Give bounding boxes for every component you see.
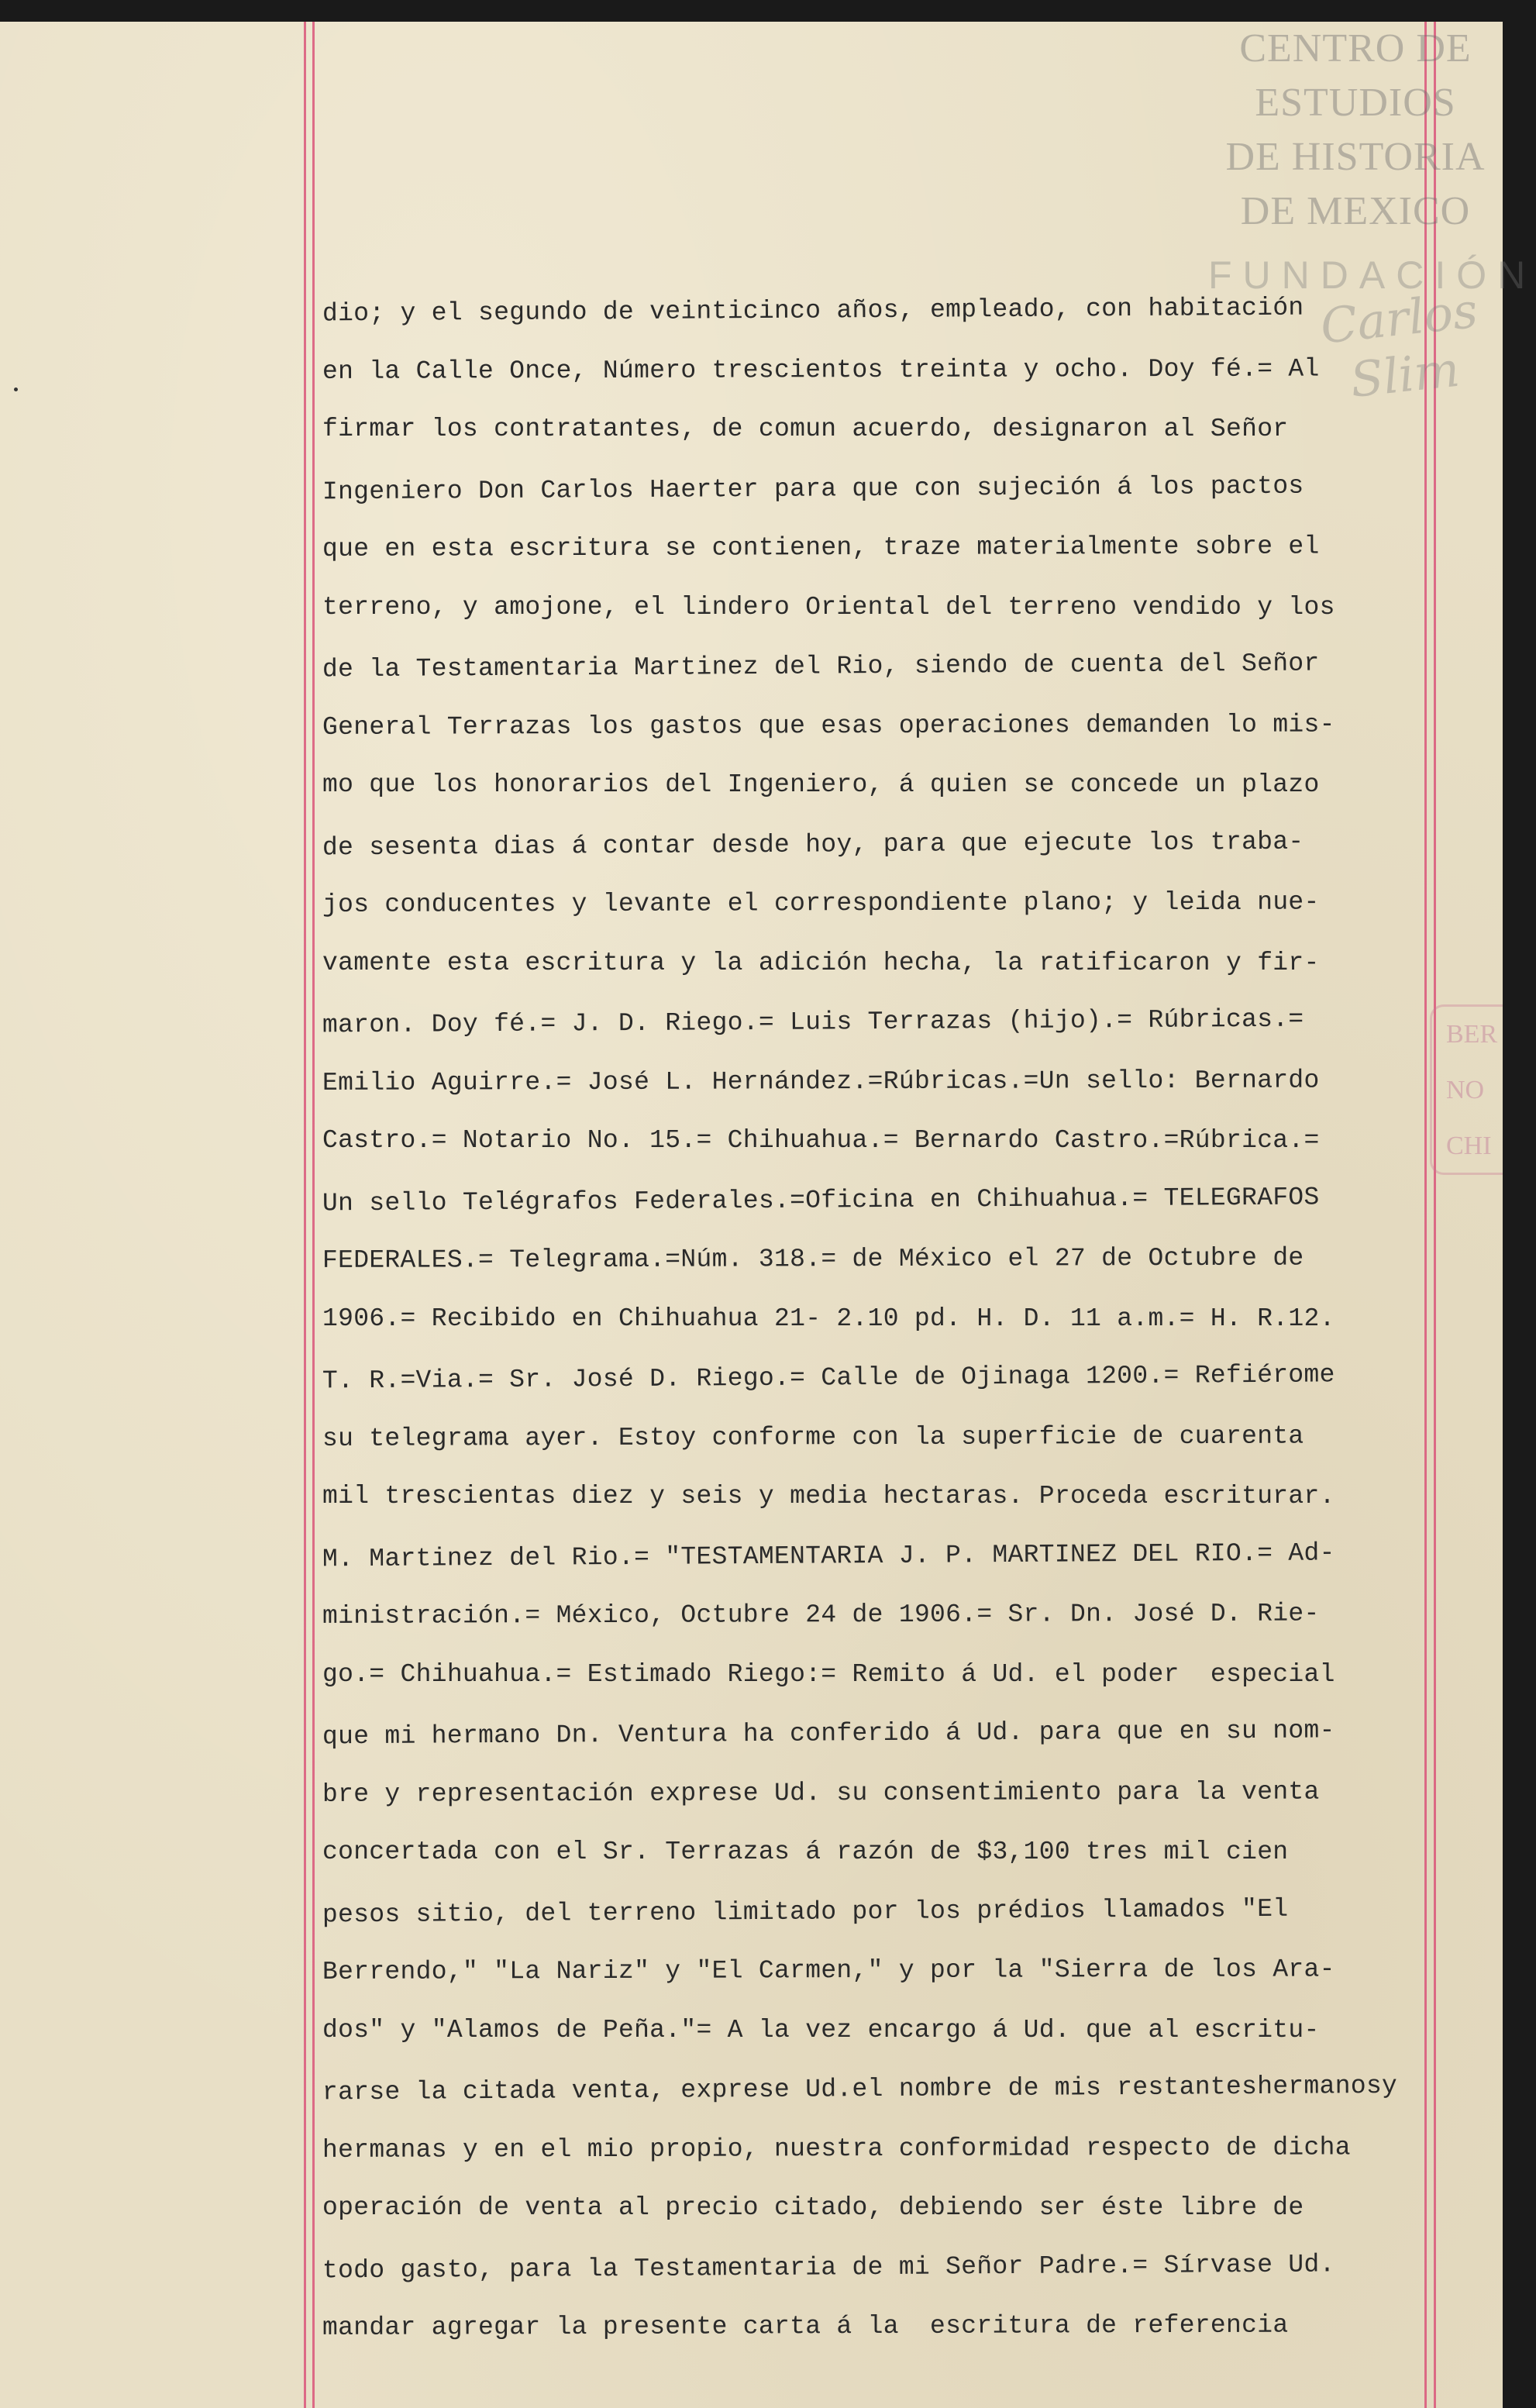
text-line: en la Calle Once, Número trescientos treinta y ocho. Doy fé.= Al bbox=[322, 354, 1320, 386]
text-line: mil trescientas diez y seis y media hectaras. Proceda escriturar. bbox=[322, 1482, 1335, 1511]
text-line: 1906.= Recibido en Chihuahua 21- 2.10 pd. H. D. 11 a.m.= H. R.12. bbox=[322, 1304, 1335, 1333]
text-line: vamente esta escritura y la adición hecha, la ratificaron y fir- bbox=[322, 948, 1320, 977]
document-text bbox=[322, 281, 1438, 2357]
watermark-line: CENTRO DE bbox=[1239, 26, 1472, 71]
text-line: bre y representación exprese Ud. su consentimiento para la venta bbox=[322, 1777, 1320, 1809]
text-line: su telegrama ayer. Estoy conforme con la superficie de cuarenta bbox=[322, 1421, 1304, 1453]
text-line: mandar agregar la presente carta á la escritura de referencia bbox=[322, 2310, 1289, 2342]
stamp-line: CHI bbox=[1446, 1132, 1492, 1160]
stamp-line: NO bbox=[1446, 1076, 1485, 1104]
text-line: Un sello Telégrafos Federales.=Oficina en Chihuahua.= TELEGRAFOS bbox=[322, 1183, 1320, 1218]
watermark-line: DE MEXICO bbox=[1240, 189, 1471, 233]
text-line: maron. Doy fé.= J. D. Riego.= Luis Terrazas (hijo).= Rúbricas.= bbox=[322, 1004, 1304, 1040]
text-line: que mi hermano Dn. Ventura ha conferido á Ud. para que en su nom- bbox=[322, 1716, 1335, 1752]
watermark-line: DE HISTORIA bbox=[1225, 135, 1486, 179]
watermark-line: ESTUDIOS bbox=[1255, 81, 1456, 125]
text-line: M. Martinez del Rio.= "TESTAMENTARIA J. P. MARTINEZ DEL RIO.= Ad- bbox=[322, 1538, 1335, 1573]
ink-dot bbox=[14, 388, 18, 391]
text-line: jos conducentes y levante el correspondiente plano; y leida nue- bbox=[322, 887, 1320, 919]
text-line: go.= Chihuahua.= Estimado Riego:= Remito á Ud. el poder especial bbox=[322, 1659, 1335, 1689]
text-line: operación de venta al precio citado, debiendo ser éste libre de bbox=[322, 2193, 1304, 2222]
text-line: General Terrazas los gastos que esas operaciones demanden lo mis- bbox=[322, 709, 1335, 742]
watermark-fundacion: FUNDACIÓN bbox=[1208, 253, 1536, 297]
text-line: dos" y "Alamos de Peña."= A la vez encargo á Ud. que al escritu- bbox=[322, 2015, 1320, 2045]
text-line: T. R.=Via.= Sr. José D. Riego.= Calle de Ojinaga 1200.= Refiérome bbox=[322, 1360, 1335, 1396]
text-line: FEDERALES.= Telegrama.=Núm. 318.= de México el 27 de Octubre de bbox=[322, 1243, 1304, 1275]
text-line: de la Testamentaria Martinez del Rio, siendo de cuenta del Señor bbox=[322, 649, 1320, 684]
text-line: Ingeniero Don Carlos Haerter para que con sujeción á los pactos bbox=[322, 471, 1304, 506]
text-line: dio; y el segundo de veinticinco años, empleado, con habitación bbox=[322, 293, 1304, 329]
text-line: rarse la citada venta, exprese Ud.el nombre de mis restanteshermanosy bbox=[322, 2071, 1398, 2107]
left-margin-line-inner bbox=[312, 22, 315, 2408]
document-page bbox=[0, 22, 1536, 2408]
text-line: firmar los contratantes, de comun acuerdo, designaron al Señor bbox=[322, 415, 1289, 443]
left-margin-line bbox=[304, 22, 306, 2408]
text-line: concertada con el Sr. Terrazas á razón de $3,100 tres mil cien bbox=[322, 1838, 1289, 1866]
text-line: terreno, y amojone, el lindero Oriental del terreno vendido y los bbox=[322, 592, 1335, 622]
text-line: Berrendo," "La Nariz" y "El Carmen," y por la "Sierra de los Ara- bbox=[322, 1955, 1335, 1986]
text-line: Emilio Aguirre.= José L. Hernández.=Rúbricas.=Un sello: Bernardo bbox=[322, 1066, 1320, 1097]
text-line: Castro.= Notario No. 15.= Chihuahua.= Bernardo Castro.=Rúbrica.= bbox=[322, 1126, 1320, 1155]
text-line: que en esta escritura se contienen, traze materialmente sobre el bbox=[322, 532, 1320, 563]
text-line: pesos sitio, del terreno limitado por los prédios llamados "El bbox=[322, 1894, 1289, 1929]
text-line: de sesenta dias á contar desde hoy, para que ejecute los traba- bbox=[322, 827, 1304, 862]
margin-stamp bbox=[1430, 1004, 1503, 1175]
text-line: todo gasto, para la Testamentaria de mi Señor Padre.= Sírvase Ud. bbox=[322, 2249, 1335, 2285]
text-line: hermanas y en el mio propio, nuestra conformidad respecto de dicha bbox=[322, 2132, 1351, 2165]
text-line: mo que los honorarios del Ingeniero, á quien se concede un plazo bbox=[322, 770, 1320, 799]
text-line: ministración.= México, Octubre 24 de 1906.= Sr. Dn. José D. Rie- bbox=[322, 1599, 1320, 1631]
watermark-signature: Carlos Slim bbox=[1317, 281, 1480, 408]
stamp-line: BER bbox=[1446, 1020, 1498, 1049]
